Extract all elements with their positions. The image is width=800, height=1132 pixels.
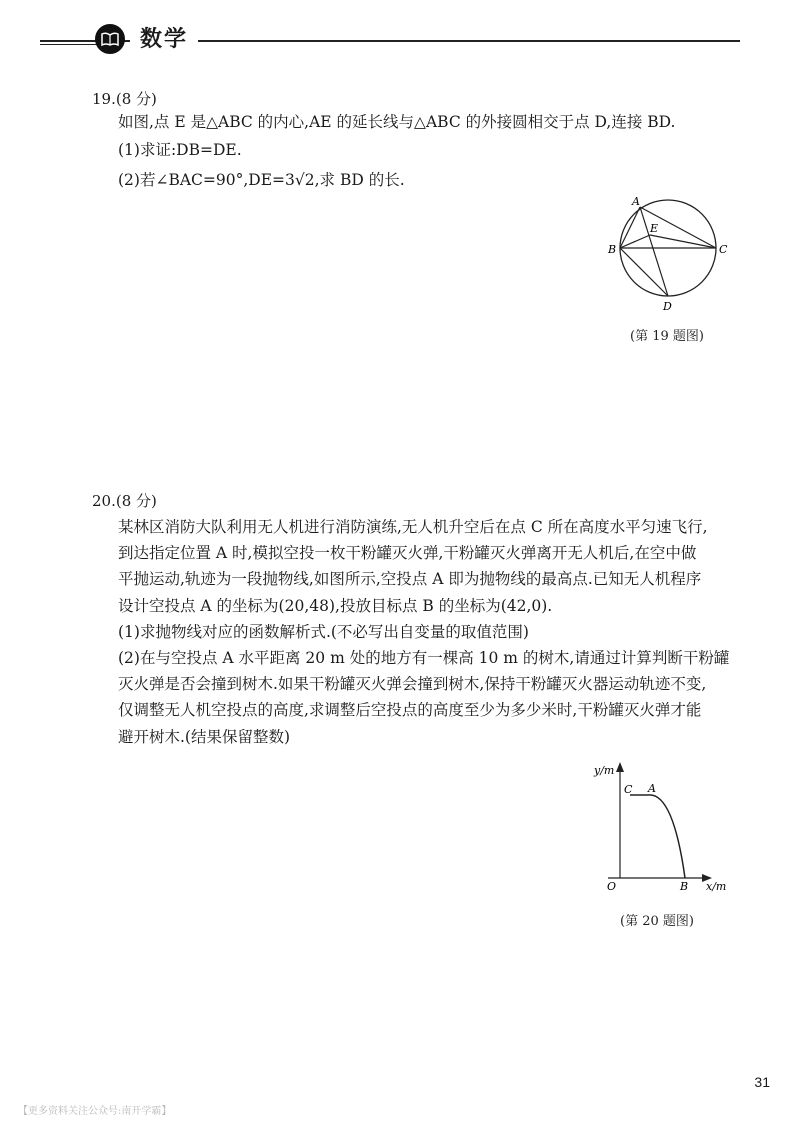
q19-figure: [598, 192, 738, 317]
label-e: E: [650, 222, 659, 235]
q20-line: 灭火弹是否会撞到树木.如果干粉罐灭火弹会撞到树木,保持干粉罐灭火器运动轨迹不变,: [118, 675, 707, 694]
q19-caption: (第 19 题图): [630, 329, 704, 344]
point-c-label: C: [624, 783, 633, 796]
origin-label: O: [607, 880, 617, 893]
q20-line: 平抛运动,轨迹为一段抛物线,如图所示,空投点 A 即为抛物线的最高点.已知无人机程序: [118, 570, 702, 589]
q20-line: 设计空投点 A 的坐标为(20,48),投放目标点 B 的坐标为(42,0).: [118, 596, 553, 615]
q19-line2: (1)求证:DB=DE.: [118, 141, 242, 159]
segment-ce: [650, 235, 716, 248]
label-b: B: [608, 243, 617, 256]
footer-note: 【更多资料关注公众号:南开学霸】: [18, 1106, 172, 1117]
q20-line: (2)在与空投点 A 水平距离 20 m 处的地方有一棵高 10 m 的树木,请通过计算判断干粉罐: [118, 649, 730, 667]
point-b-label: B: [680, 880, 689, 893]
header-rule-left: [40, 44, 100, 45]
y-axis-label: y/m: [594, 764, 615, 777]
q20-figure: [588, 760, 748, 895]
label-d: D: [663, 300, 672, 313]
q19-line1: 如图,点 E 是△ABC 的内心,AE 的延长线与△ABC 的外接圆相交于点 D,连接 BD.: [118, 113, 676, 131]
q20-line: 某林区消防大队利用无人机进行消防演练,无人机升空后在点 C 所在高度水平匀速飞行,: [118, 518, 708, 536]
q19-number: 19.(8 分): [92, 90, 157, 108]
point-a-label: A: [648, 782, 656, 795]
segment-be: [620, 235, 650, 248]
subject-title: 数学: [130, 22, 198, 53]
label-a: A: [632, 195, 640, 208]
y-axis-arrow: [616, 762, 624, 772]
q20-number: 20.(8 分): [92, 492, 157, 510]
q19-line3: (2)若∠BAC=90°,DE=3√2,求 BD 的长.: [118, 171, 405, 189]
q20-line: 到达指定位置 A 时,模拟空投一枚干粉罐灭火弹,干粉罐灭火弹离开无人机后,在空中做: [118, 544, 697, 563]
q20-line: (1)求抛物线对应的函数解析式.(不必写出自变量的取值范围): [118, 622, 529, 641]
book-logo-icon: [95, 24, 125, 54]
x-axis-label: x/m: [706, 880, 727, 893]
parabola-trajectory: [648, 795, 685, 878]
segment-ab: [620, 207, 640, 248]
page-number: 31: [754, 1074, 770, 1090]
q20-line: 仅调整无人机空投点的高度,求调整后空投点的高度至少为多少米时,干粉罐灭火弹才能: [118, 701, 702, 720]
q20-caption: (第 20 题图): [620, 914, 694, 929]
label-c: C: [719, 243, 728, 256]
q20-line: 避开树木.(结果保留整数): [118, 727, 291, 746]
